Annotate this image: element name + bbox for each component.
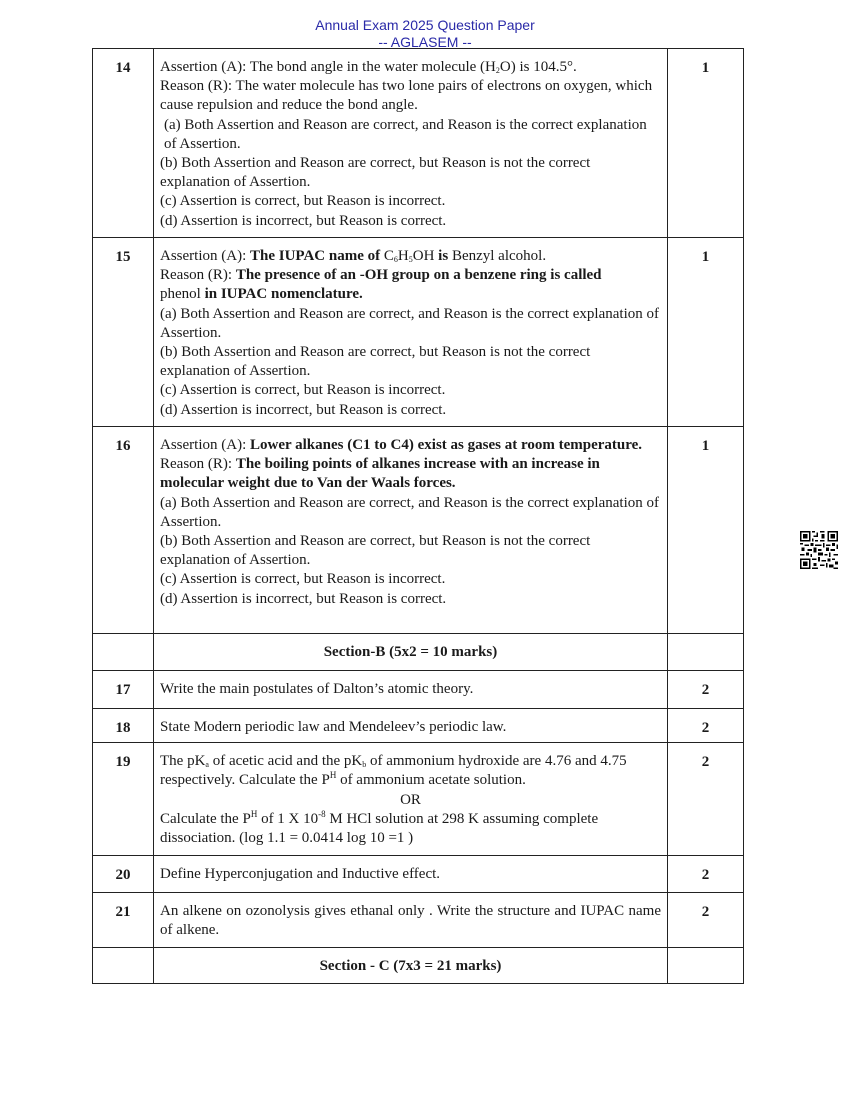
question-text bbox=[154, 427, 668, 634]
marks: 2 bbox=[668, 671, 744, 709]
option-d: (d) Assertion is incorrect, but Reason is correct. bbox=[160, 401, 447, 418]
question-part-2: Calculate the $P^H$ of 1 X $10^{-8}$ M HCl solution at 298 K assuming complete dissociation. (log 1.1 = 0.0414 log 10 =1 ) bbox=[160, 808, 599, 847]
question-number: 17 bbox=[93, 671, 154, 709]
option-d: (d) Assertion is incorrect, but Reason is correct. bbox=[160, 590, 447, 607]
question-row-14 bbox=[93, 49, 744, 238]
or-separator: OR bbox=[400, 791, 421, 808]
marks: 1 bbox=[668, 238, 744, 427]
question-row-17 bbox=[93, 671, 744, 709]
assertion: Assertion (A): The IUPAC name of $C_6H_5OH$ is Benzyl alcohol. bbox=[160, 248, 547, 264]
header-source: -- AGLASEM -- bbox=[378, 34, 472, 50]
option-a: (a) Both Assertion and Reason are correct, and Reason is the correct explanation of Assertion. bbox=[160, 494, 659, 530]
option-c: (c) Assertion is correct, but Reason is incorrect. bbox=[160, 571, 446, 588]
question-number: 14 bbox=[93, 49, 154, 238]
reason: Reason (R): The boiling points of alkanes increase with an increase in molecular weight due to Van der Waals forces. bbox=[160, 456, 600, 492]
question-text bbox=[154, 238, 668, 427]
question-row-15 bbox=[93, 238, 744, 427]
question-row-18 bbox=[93, 709, 744, 743]
section-b-heading: Section-B (5x2 = 10 marks) bbox=[154, 634, 668, 671]
question-number: 18 bbox=[93, 709, 154, 743]
question-number: 19 bbox=[93, 743, 154, 856]
header-title: Annual Exam 2025 Question Paper bbox=[315, 17, 535, 33]
reason: Reason (R): The water molecule has two lone pairs of electrons on oxygen, which cause repulsion and reduce the bond angle. bbox=[160, 78, 653, 114]
question-text: An alkene on ozonolysis gives ethanal only . Write the structure and IUPAC name of alkene. bbox=[154, 893, 668, 948]
section-b-row bbox=[93, 634, 744, 671]
question-row-21 bbox=[93, 893, 744, 948]
question-text bbox=[154, 49, 668, 238]
question-number: 20 bbox=[93, 856, 154, 893]
question-number: 16 bbox=[93, 427, 154, 634]
question-text: Define Hyperconjugation and Inductive effect. bbox=[154, 856, 668, 893]
question-text bbox=[154, 743, 668, 856]
question-row-16 bbox=[93, 427, 744, 634]
qr-code-icon bbox=[800, 531, 838, 569]
question-row-19 bbox=[93, 743, 744, 856]
option-b: (b) Both Assertion and Reason are correct, but Reason is not the correct explanation of Assertion. bbox=[160, 155, 591, 191]
marks: 1 bbox=[668, 49, 744, 238]
question-number: 21 bbox=[93, 893, 154, 948]
option-c: (c) Assertion is correct, but Reason is incorrect. bbox=[160, 193, 446, 210]
question-row-20 bbox=[93, 856, 744, 893]
reason: Reason (R): The presence of an -OH group on a benzene ring is called phenol in IUPAC nomenclature. bbox=[160, 267, 602, 303]
marks: 2 bbox=[668, 893, 744, 948]
assertion: Assertion (A): Lower alkanes (C1 to C4) exist as gases at room temperature. bbox=[160, 437, 643, 453]
option-a: (a) Both Assertion and Reason are correct, and Reason is the correct explanation of Assertion. bbox=[164, 116, 647, 152]
marks: 2 bbox=[668, 856, 744, 893]
option-c: (c) Assertion is correct, but Reason is incorrect. bbox=[160, 382, 446, 399]
option-d: (d) Assertion is incorrect, but Reason is correct. bbox=[160, 212, 447, 229]
option-a: (a) Both Assertion and Reason are correct, and Reason is the correct explanation of Assertion. bbox=[160, 305, 659, 341]
marks: 1 bbox=[668, 427, 744, 634]
question-table bbox=[92, 48, 744, 984]
question-number: 15 bbox=[93, 238, 154, 427]
question-part-1: The $pK_a$ of acetic acid and the $pK_b$ of ammonium hydroxide are 4.76 and 4.75 respectively. Calculate the $P^H$ of ammonium acetate solution. bbox=[160, 753, 627, 789]
question-text: State Modern periodic law and Mendeleev’s periodic law. bbox=[154, 709, 668, 743]
option-b: (b) Both Assertion and Reason are correct, but Reason is not the correct explanation of Assertion. bbox=[160, 344, 591, 380]
section-c-row bbox=[93, 948, 744, 984]
marks: 2 bbox=[668, 743, 744, 856]
section-c-heading: Section - C (7x3 = 21 marks) bbox=[154, 948, 668, 984]
option-b: (b) Both Assertion and Reason are correct, but Reason is not the correct explanation of Assertion. bbox=[160, 533, 591, 569]
assertion: Assertion (A): The bond angle in the water molecule $(H_2O)$ is 104.5°. bbox=[160, 59, 577, 75]
question-text: Write the main postulates of Dalton’s atomic theory. bbox=[154, 671, 668, 709]
marks: 2 bbox=[668, 709, 744, 743]
